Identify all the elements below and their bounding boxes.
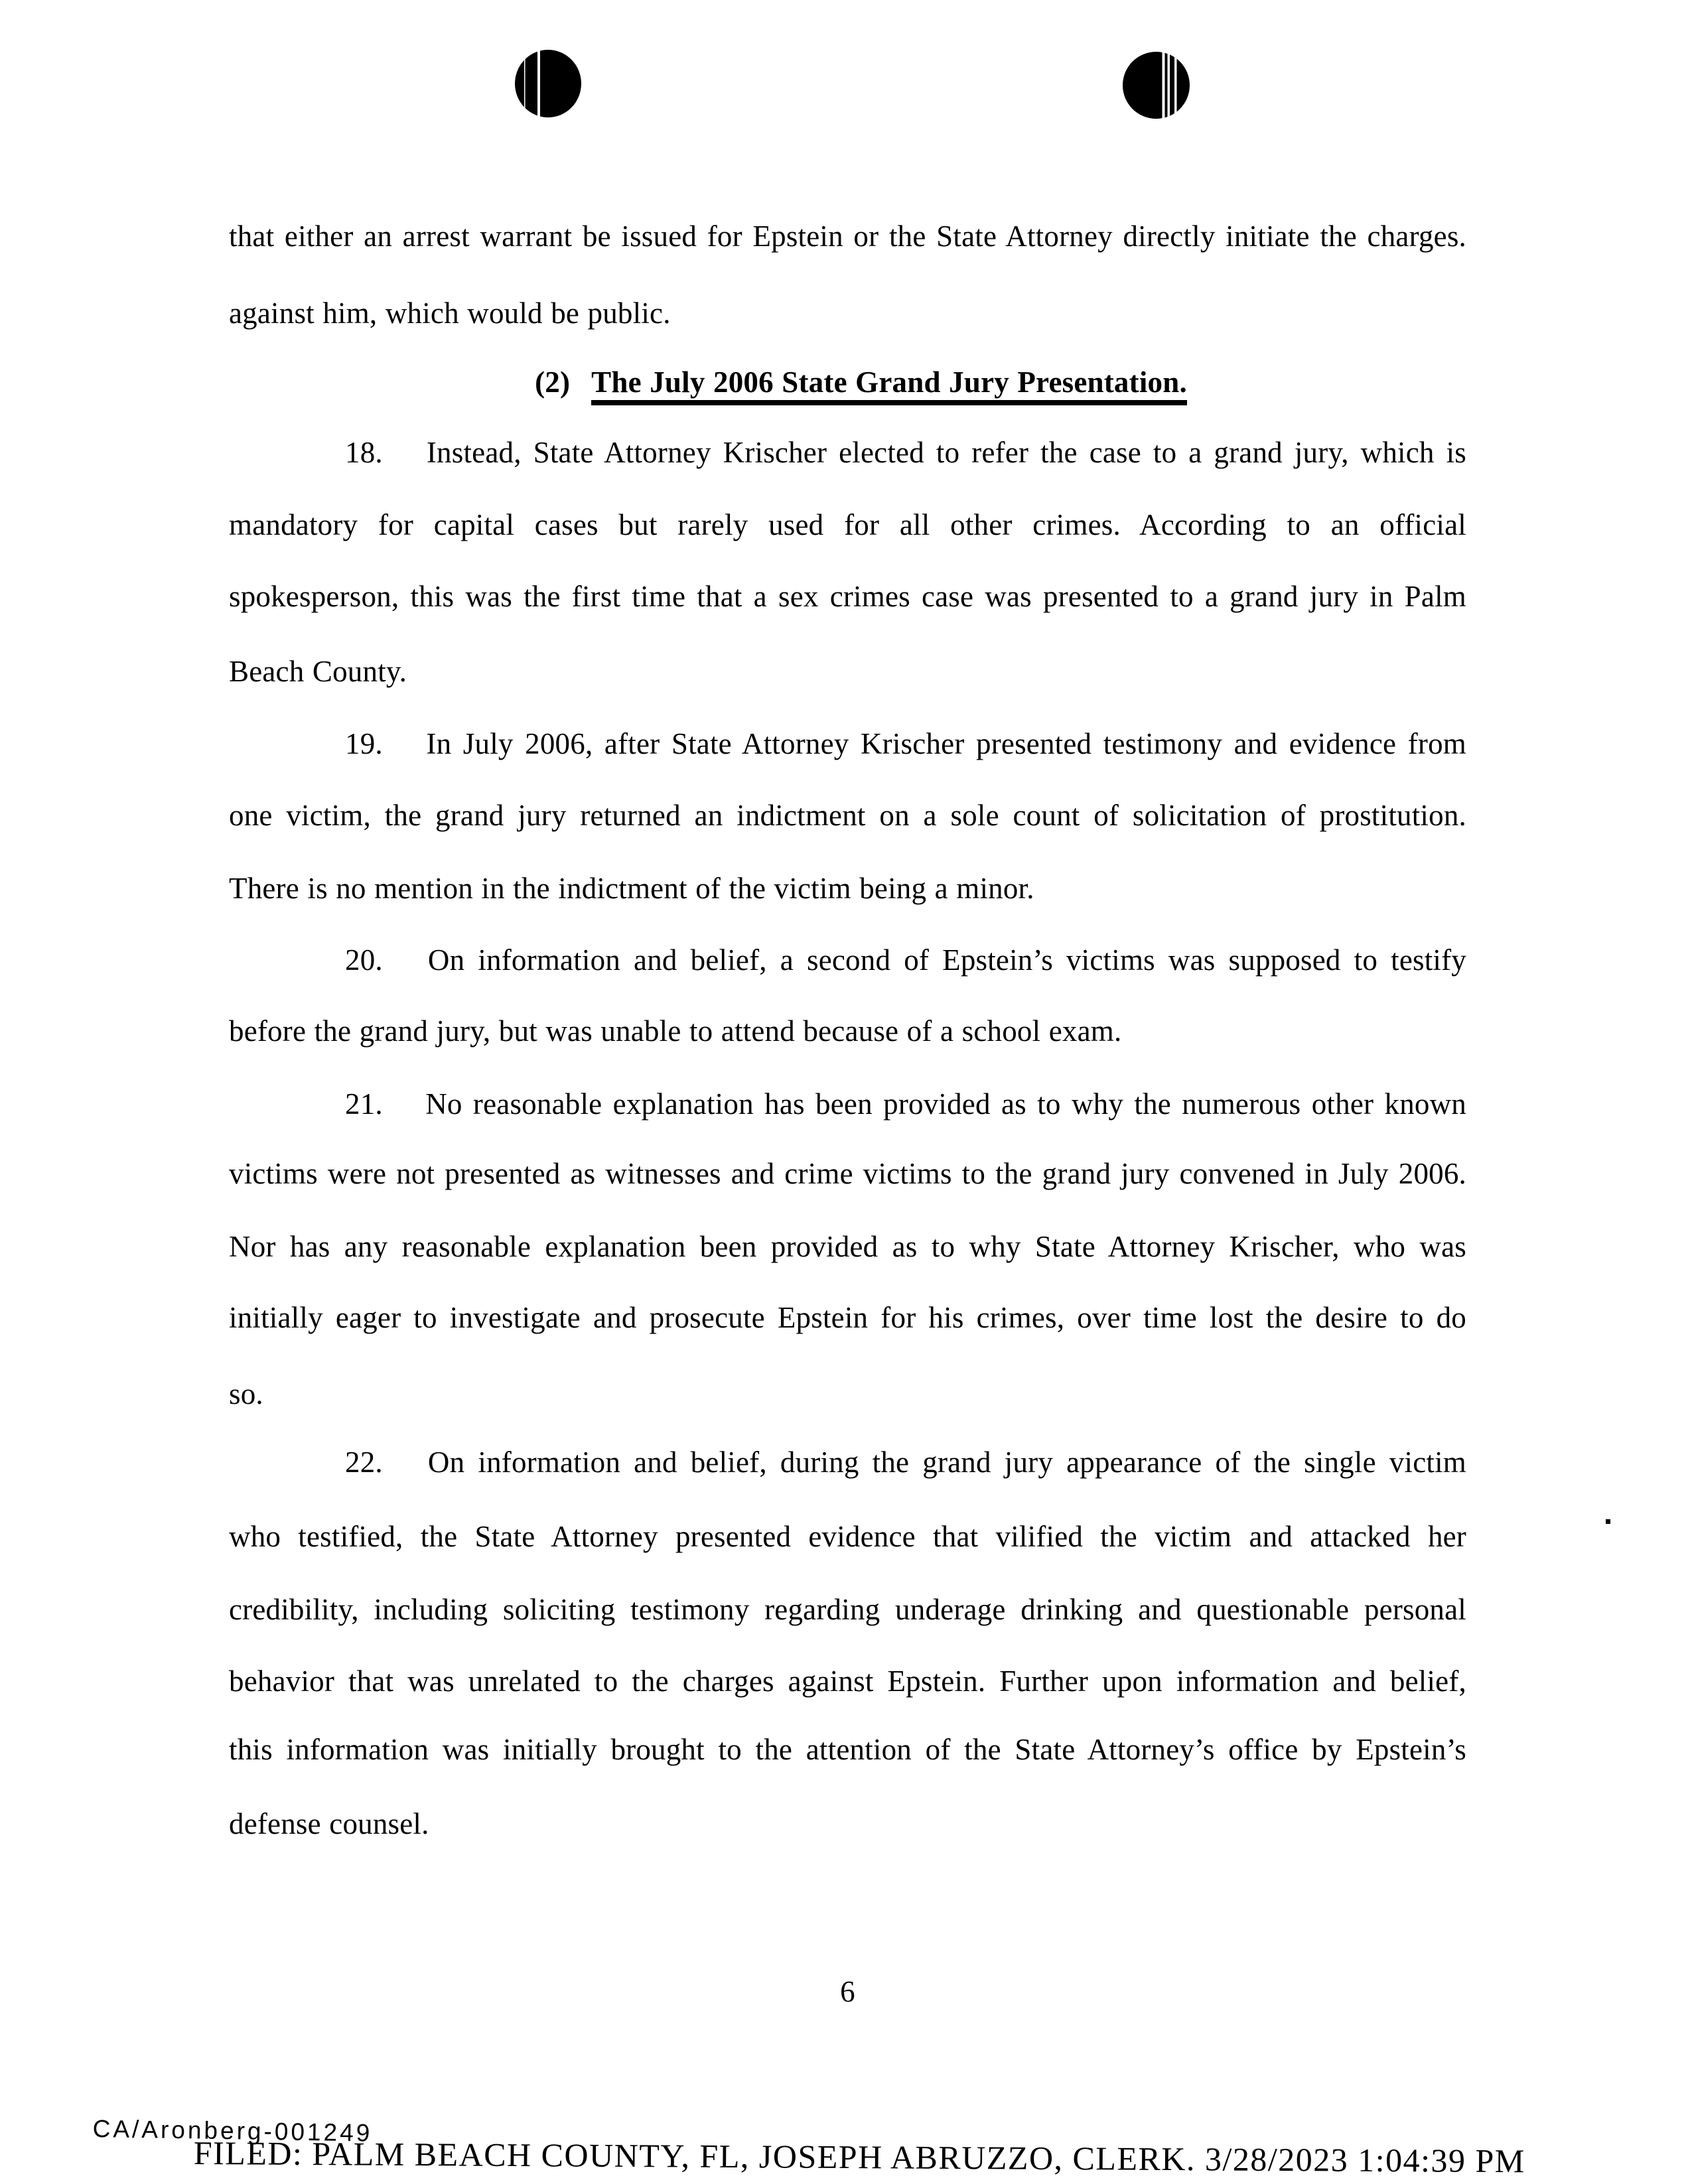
paragraph-first-line <box>229 1444 1466 1480</box>
body-line: In July 2006, after State Attorney Krischer presented testimony and evidence from <box>426 727 1466 760</box>
body-line: this information was initially brought to the attention of the State Attorney’s office by Epstein’s <box>229 1733 1466 1766</box>
paragraph-number: 18. <box>345 436 383 469</box>
body-line: against him, which would be public. <box>229 297 671 330</box>
body-line: defense counsel. <box>229 1807 429 1840</box>
body-line: Instead, State Attorney Krischer elected to refer the case to a grand jury, which is <box>426 436 1467 469</box>
filed-clerk-stamp: FILED: PALM BEACH COUNTY, FL, JOSEPH ABRUZZO, CLERK. 3/28/2023 1:04:39 PM <box>193 2134 1525 2180</box>
scan-artifact-dot <box>1606 1519 1610 1524</box>
body-line: before the grand jury, but was unable to attend because of a school exam. <box>229 1014 1122 1048</box>
page-number: 6 <box>840 1975 855 2008</box>
body-line: mandatory for capital cases but rarely used for all other crimes. According to an official <box>229 508 1466 541</box>
body-line: victims were not presented as witnesses and crime victims to the grand jury convened in July 2006. <box>229 1157 1466 1190</box>
paragraph-first-line <box>229 726 1466 762</box>
paragraph-number: 21. <box>345 1087 383 1121</box>
body-line: On information and belief, during the grand jury appearance of the single victim <box>427 1446 1466 1479</box>
body-line: Beach County. <box>229 655 407 688</box>
paragraph-first-line <box>229 1086 1466 1122</box>
body-line: one victim, the grand jury returned an indictment on a sole count of solicitation of prostitution. <box>229 799 1466 832</box>
body-line: initially eager to investigate and prosecute Epstein for his crimes, over time lost the desire to do <box>229 1301 1466 1334</box>
paragraph-number: 20. <box>345 943 383 977</box>
body-line: There is no mention in the indictment of the victim being a minor. <box>229 872 1034 905</box>
paragraph-number: 22. <box>345 1446 383 1479</box>
heading-title: The July 2006 State Grand Jury Presentation. <box>591 366 1187 405</box>
body-line: behavior that was unrelated to the charges against Epstein. Further upon information and belief, <box>229 1665 1466 1698</box>
paragraph-first-line <box>229 435 1466 470</box>
body-line: spokesperson, this was the first time that a sex crimes case was presented to a grand jury in Palm <box>229 580 1466 613</box>
body-line: credibility, including soliciting testimony regarding underage drinking and questionable personal <box>229 1593 1466 1626</box>
hole-punch-mark-right <box>1123 52 1190 119</box>
section-heading <box>229 364 1466 400</box>
body-line: No reasonable explanation has been provided as to why the numerous other known <box>425 1087 1467 1121</box>
body-line: On information and belief, a second of Epstein’s victims was supposed to testify <box>427 943 1466 977</box>
body-line: who testified, the State Attorney presented evidence that vilified the victim and attacked her <box>229 1520 1466 1553</box>
hole-punch-mark-left <box>515 50 581 117</box>
bates-number-stamp: CA/Aronberg-001249 <box>92 2115 373 2147</box>
body-line: Nor has any reasonable explanation been provided as to why State Attorney Krischer, who was <box>229 1230 1466 1263</box>
paragraph-number: 19. <box>345 727 383 760</box>
body-line: so. <box>229 1377 263 1410</box>
paragraph-first-line <box>229 942 1466 978</box>
heading-number: (2) <box>535 366 571 399</box>
body-line: that either an arrest warrant be issued for Epstein or the State Attorney directly initiate the charges. <box>229 220 1466 253</box>
